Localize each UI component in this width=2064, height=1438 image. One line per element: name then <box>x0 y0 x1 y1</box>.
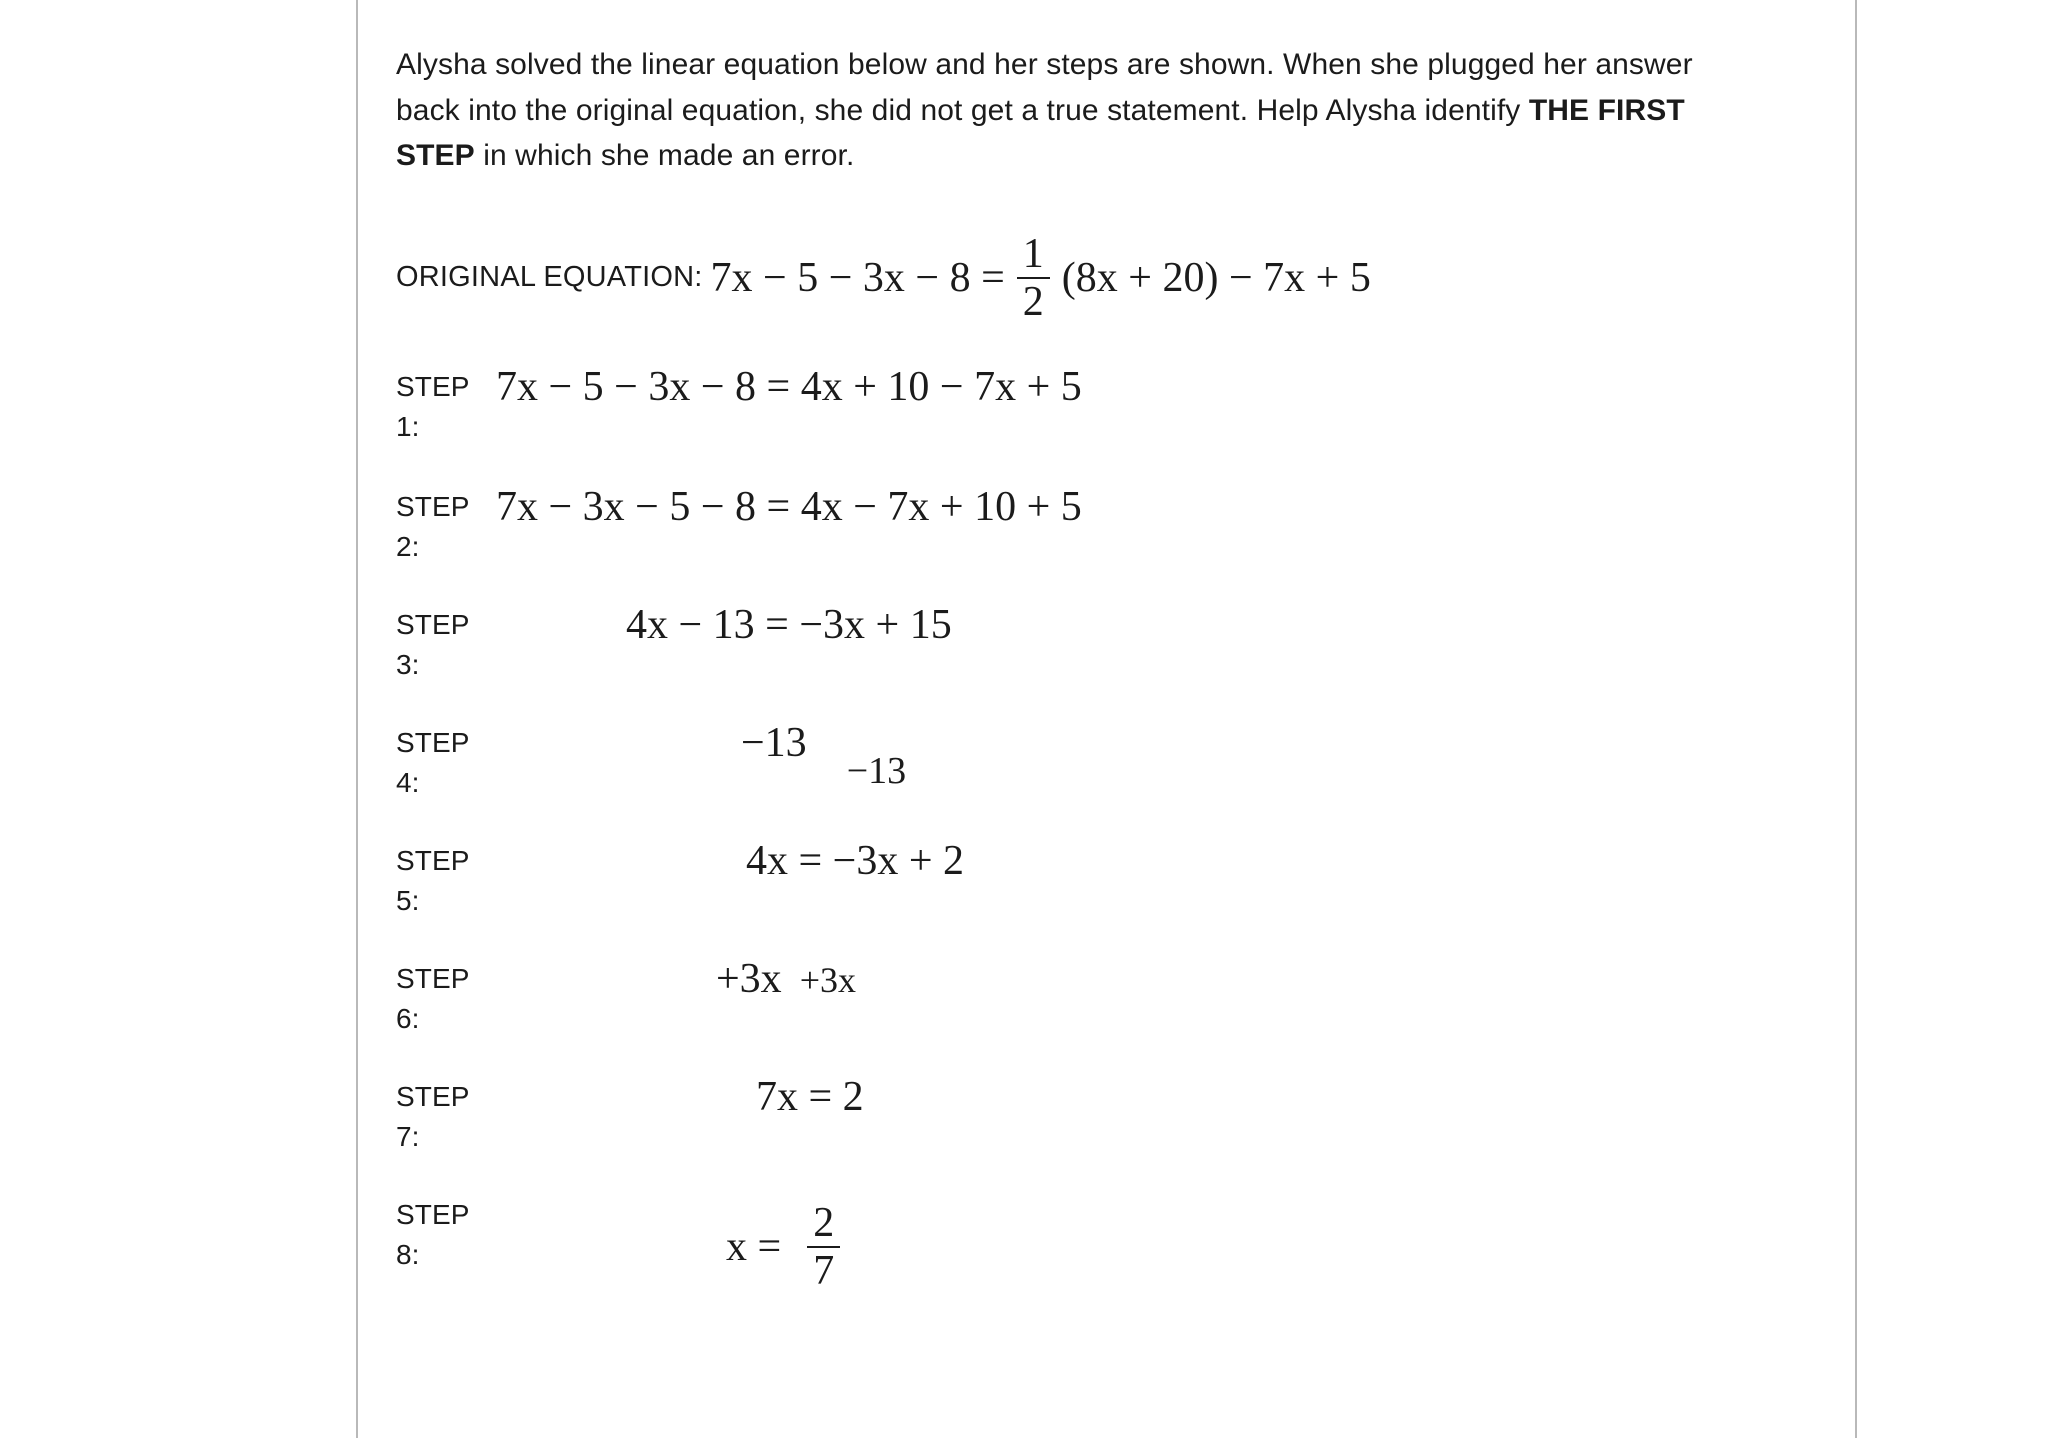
step-label-5: STEP 5: <box>396 844 470 916</box>
step-label-2: STEP 2: <box>396 490 470 562</box>
original-equation-math <box>711 232 1371 324</box>
step-4-terms <box>496 719 906 793</box>
prompt-text-part1: Alysha solved the linear equation below and her steps are shown. When she plugged her answer back into the original equation, she did not get a true statement. Help Alysha identify <box>396 48 1693 127</box>
step-expression-1: 7x − 5 − 3x − 8 = 4x + 10 − 7x + 5 <box>496 363 1082 410</box>
step-expression-7: 7x = 2 <box>756 1073 864 1120</box>
step-4-right-term: −13 <box>846 749 907 792</box>
step-row-5 <box>396 837 1826 955</box>
original-equation-rhs: (8x + 20) − 7x + 5 <box>1061 254 1371 301</box>
step-8-fraction <box>807 1201 840 1293</box>
step-expression-4 <box>496 719 1826 793</box>
step-6-right-term: +3x <box>799 959 856 1000</box>
fraction-numerator: 1 <box>1022 230 1044 277</box>
step-row-3 <box>396 601 1826 719</box>
original-equation-lhs: 7x − 5 − 3x − 8 = <box>710 254 1005 301</box>
step-label-8: STEP 8: <box>396 1198 470 1270</box>
original-equation-label: ORIGINAL EQUATION: <box>396 261 703 294</box>
step-expression-8 <box>496 1191 1826 1293</box>
fraction-denominator: 2 <box>1022 278 1044 325</box>
original-equation-fraction <box>1017 232 1050 324</box>
step-row-4 <box>396 719 1826 837</box>
step-6-left-term: +3x <box>716 955 782 1002</box>
step-label-1: STEP 1: <box>396 370 470 442</box>
step-row-2 <box>396 483 1826 601</box>
step-8-fraction-numerator: 2 <box>813 1199 835 1246</box>
step-row-6 <box>396 955 1826 1073</box>
steps-list <box>396 363 1826 1314</box>
step-6-terms <box>496 955 856 1003</box>
step-4-left-term: −13 <box>741 719 807 766</box>
step-expression-5: 4x = −3x + 2 <box>746 837 965 884</box>
step-label-7: STEP 7: <box>396 1080 470 1152</box>
step-8-terms <box>496 1191 848 1293</box>
original-equation-row <box>396 223 1826 333</box>
worksheet-content <box>396 0 1826 1314</box>
step-row-1 <box>396 363 1826 483</box>
step-expression-3: 4x − 13 = −3x + 15 <box>626 601 952 648</box>
step-8-fraction-denominator: 7 <box>813 1247 835 1294</box>
prompt-paragraph <box>396 30 1696 179</box>
step-label-4: STEP 4: <box>396 726 470 798</box>
prompt-emphasis: THE FIRST STEP <box>396 93 1685 173</box>
step-label-3: STEP 3: <box>396 608 470 680</box>
page-rule-left <box>356 0 358 1438</box>
prompt-text-part2: in which she made an error. <box>474 139 855 173</box>
step-row-8 <box>396 1191 1826 1314</box>
step-8-variable: x = <box>726 1223 782 1270</box>
step-label-6: STEP 6: <box>396 962 470 1034</box>
step-expression-6 <box>496 955 1826 1003</box>
page-rule-right <box>1855 0 1857 1438</box>
step-row-7 <box>396 1073 1826 1191</box>
step-expression-2: 7x − 3x − 5 − 8 = 4x − 7x + 10 + 5 <box>496 483 1082 530</box>
